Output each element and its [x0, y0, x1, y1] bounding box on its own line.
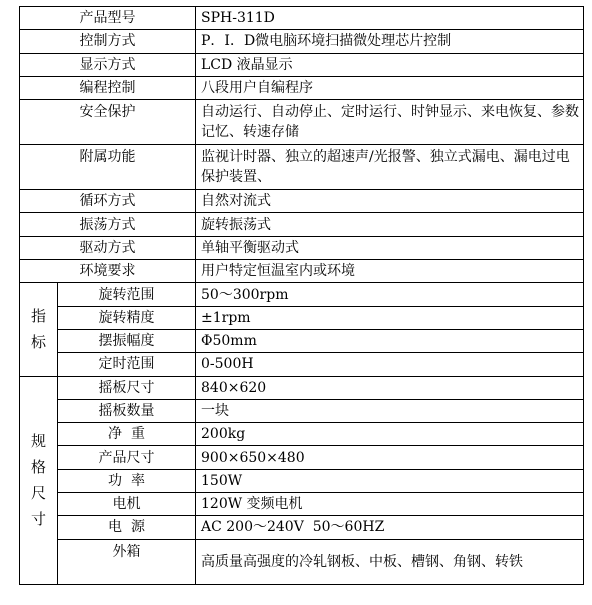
group-header-dimensions [20, 376, 58, 584]
table-row [20, 539, 584, 584]
row-label: 电机 [58, 493, 196, 516]
group-title: 指标 [30, 307, 46, 352]
table-row [20, 213, 584, 236]
row-label: 功 率 [58, 469, 196, 492]
table-row [20, 260, 584, 283]
row-label: 电 源 [58, 516, 196, 539]
row-value: ±1rpm [196, 306, 584, 329]
table-row [20, 446, 584, 469]
row-label: 附属功能 [20, 145, 196, 190]
table-row [20, 399, 584, 422]
row-label: 旋转范围 [58, 283, 196, 306]
row-value: 自动运行、自动停止、定时运行、时钟显示、来电恢复、参数记忆、转速存储 [196, 100, 584, 145]
row-value: 单轴平衡驱动式 [196, 236, 584, 259]
row-value: 0-500H [196, 353, 584, 376]
row-label: 驱动方式 [20, 236, 196, 259]
group-header-indicators [20, 283, 58, 376]
group-title: 规格尺寸 [30, 432, 46, 529]
row-label: 摇板数量 [58, 399, 196, 422]
table-row [20, 283, 584, 306]
table-row [20, 30, 584, 53]
row-label: 环境要求 [20, 260, 196, 283]
row-value: 150W [196, 469, 584, 492]
row-label: 控制方式 [20, 30, 196, 53]
row-label: 循环方式 [20, 190, 196, 213]
row-label: 净 重 [58, 423, 196, 446]
table-row [20, 376, 584, 399]
row-label: 安全保护 [20, 100, 196, 145]
row-value: 120W 变频电机 [196, 493, 584, 516]
row-value: AC 200～240V 50～60HZ [196, 516, 584, 539]
row-label: 振荡方式 [20, 213, 196, 236]
row-value: 840×620 [196, 376, 584, 399]
row-label: 产品尺寸 [58, 446, 196, 469]
table-row [20, 190, 584, 213]
table-row [20, 236, 584, 259]
row-label: 外箱 [58, 539, 196, 584]
table-row [20, 423, 584, 446]
table-row [20, 100, 584, 145]
table-row [20, 306, 584, 329]
row-value: 200kg [196, 423, 584, 446]
row-label: 摆振幅度 [58, 329, 196, 352]
row-value: 自然对流式 [196, 190, 584, 213]
row-value: 用户特定恒温室内或环境 [196, 260, 584, 283]
row-value: 监视计时器、独立的超速声/光报警、独立式漏电、漏电过电保护装置、 [196, 145, 584, 190]
row-value: 900×650×480 [196, 446, 584, 469]
row-value: 一块 [196, 399, 584, 422]
table-row [20, 329, 584, 352]
row-label: 摇板尺寸 [58, 376, 196, 399]
row-value: 八段用户自编程序 [196, 76, 584, 99]
table-row [20, 469, 584, 492]
table-row [20, 7, 584, 30]
row-label: 显示方式 [20, 53, 196, 76]
row-value: P．I．D微电脑环境扫描微处理芯片控制 [196, 30, 584, 53]
table-row [20, 353, 584, 376]
row-label: 产品型号 [20, 7, 196, 30]
row-label: 定时范围 [58, 353, 196, 376]
row-label: 编程控制 [20, 76, 196, 99]
row-value: SPH-311D [196, 7, 584, 30]
spec-table [19, 6, 584, 585]
table-row [20, 145, 584, 190]
row-value: Φ50mm [196, 329, 584, 352]
row-value: 50～300rpm [196, 283, 584, 306]
table-row [20, 76, 584, 99]
row-value: LCD 液晶显示 [196, 53, 584, 76]
row-value: 旋转振荡式 [196, 213, 584, 236]
row-value: 高质量高强度的冷轧钢板、中板、槽钢、角钢、转铁 [196, 539, 584, 584]
table-row [20, 493, 584, 516]
table-row [20, 516, 584, 539]
table-row [20, 53, 584, 76]
row-label: 旋转精度 [58, 306, 196, 329]
